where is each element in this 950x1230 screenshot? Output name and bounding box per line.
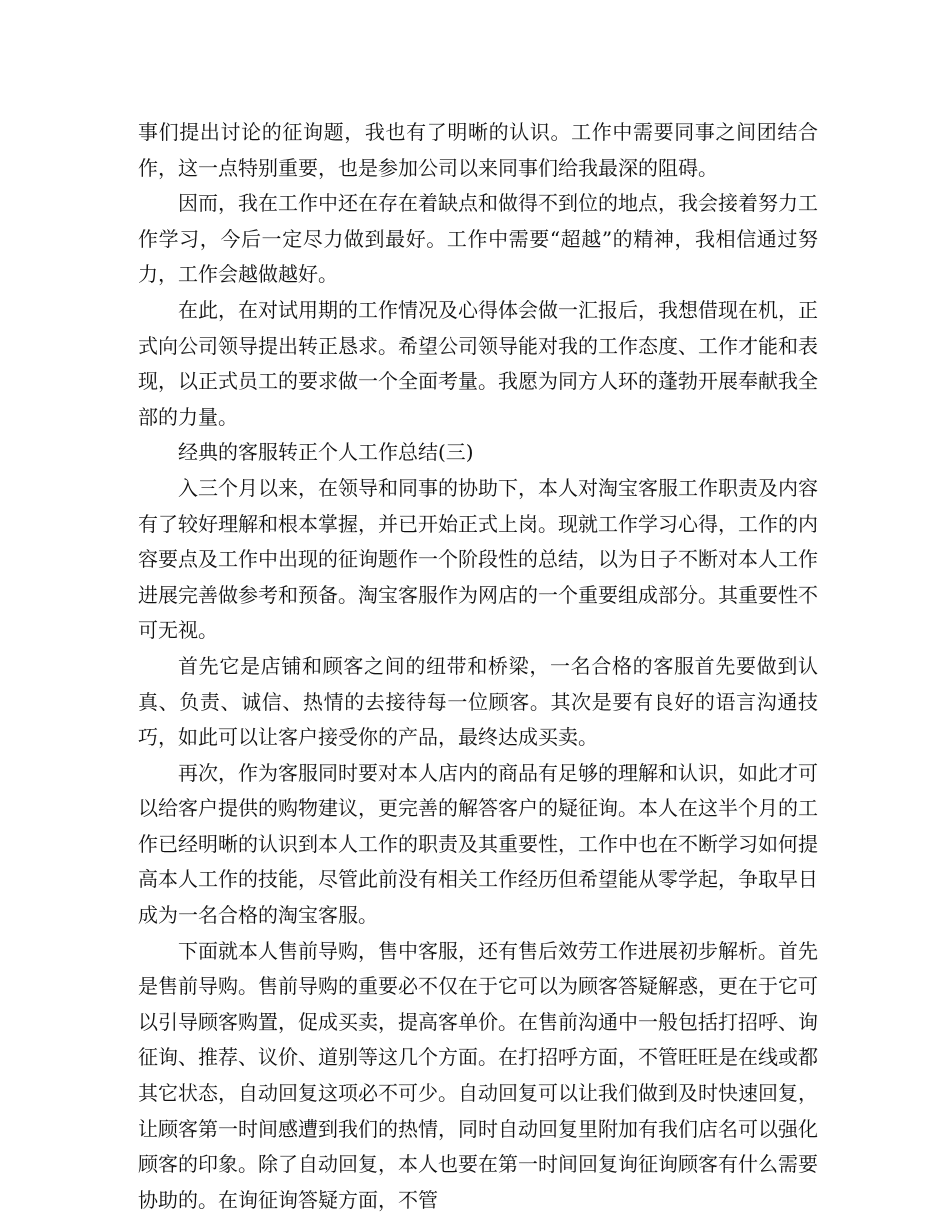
- document-body: [138, 115, 818, 1218]
- section-heading: 经典的客服转正个人工作总结(三): [178, 440, 474, 465]
- paragraph: 首先它是店铺和顾客之间的纽带和桥梁，一名合格的客服首先要做到认真、负责、诚信、热情的去接待每一位顾客。其次是要有良好的语言沟通技巧，如此可以让客户接受你的产品，最终达成买卖。: [138, 653, 818, 750]
- paragraph: 因而，我在工作中还在存在着缺点和做得不到位的地点，我会接着努力工作学习，今后一定尽力做到最好。工作中需要“超越”的精神，我相信通过努力，工作会越做越好。: [138, 191, 818, 287]
- paragraph: 再次，作为客服同时要对本人店内的商品有足够的理解和认识，如此才可以给客户提供的购物建议，更完善的解答客户的疑征询。本人在这半个月的工作已经明晰的认识到本人工作的职责及其重要性，工作中也在不断学习如何提高本人工作的技能，尽管此前没有相关工作经历但希望能从零学起，争取早日成为一名合格的淘宝客服。: [138, 760, 818, 928]
- paragraph: 在此，在对试用期的工作情况及心得体会做一汇报后，我想借现在机，正式向公司领导提出转正恳求。希望公司领导能对我的工作态度、工作才能和表现，以正式员工的要求做一个全面考量。我愿为同方人环的蓬勃开展奉献我全部的力量。: [138, 297, 818, 429]
- paragraph: 下面就本人售前导购，售中客服，还有售后效劳工作进展初步解析。首先是售前导购。售前导购的重要必不仅在于它可以为顾客答疑解惑，更在于它可以引导顾客购置，促成买卖，提高客单价。在售前沟通中一般包括打招呼、询征询、推荐、议价、道别等这几个方面。在打招呼方面，不管旺旺是在线或都其它状态，自动回复这项必不可少。自动回复可以让我们做到及时快速回复，让顾客第一时间感遭到我们的热情，同时自动回复里附加有我们店名可以强化顾客的印象。除了自动回复，本人也要在第一时间回复询征询顾客有什么需要协助的。在询征询答疑方面，不管: [138, 938, 818, 1212]
- paragraph-continuation: 事们提出讨论的征询题，我也有了明晰的认识。工作中需要同事之间团结合作，这一点特别重要，也是参加公司以来同事们给我最深的阻碍。: [138, 120, 818, 180]
- paragraph: 入三个月以来，在领导和同事的协助下，本人对淘宝客服工作职责及内容有了较好理解和根本掌握，并已开始正式上岗。现就工作学习心得，工作的内容要点及工作中出现的征询题作一个阶段性的总结，以为日子不断对本人工作进展完善做参考和预备。淘宝客服作为网店的一个重要组成部分。其重要性不可无视。: [138, 475, 818, 643]
